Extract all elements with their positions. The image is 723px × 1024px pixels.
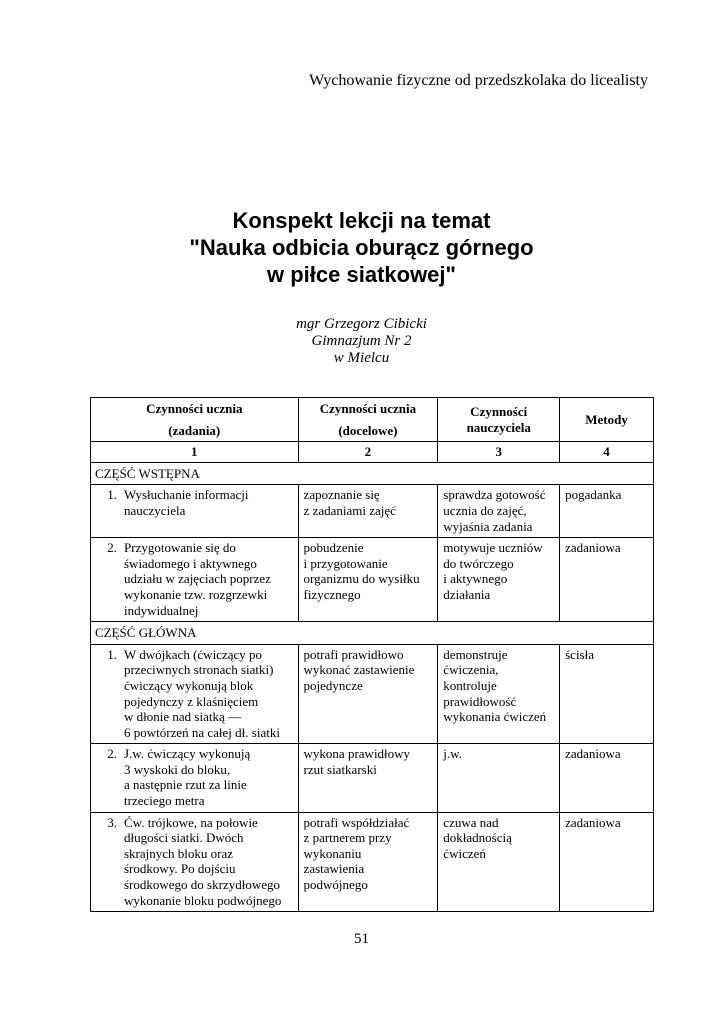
student-task: W dwójkach (ćwiczący po przeciwnych stronach siatki) ćwiczący wykonują blok pojedynczy z klaśnięciem w dłonie nad siatką — 6 powtórzeń na całej dł. siatki — [124, 646, 280, 740]
header-methods — [560, 398, 654, 442]
column-number: 1 — [91, 442, 299, 463]
table-row — [91, 744, 654, 812]
column-number: 3 — [438, 442, 560, 463]
student-goal: potrafi współdziałać z partnerem przy wykonaniu zastawienia podwójnego — [298, 812, 438, 912]
author-block — [0, 316, 723, 367]
method: pogadanka — [560, 485, 654, 538]
header-line: Metody — [585, 411, 628, 427]
teacher-action: sprawdza gotowość ucznia do zajęć, wyjaśnia zadania — [438, 485, 560, 538]
item-number: 2. — [107, 746, 117, 762]
table-row — [91, 538, 654, 622]
student-task: J.w. ćwiczący wykonują 3 wyskoki do bloku, a następnie rzut za linie trzeciego metra — [124, 746, 251, 809]
teacher-action: demonstruje ćwiczenia, kontroluje prawidłowość wykonania ćwiczeń — [438, 644, 560, 744]
page-title — [0, 207, 723, 288]
title-line-1: Konspekt lekcji na temat — [232, 208, 491, 233]
table-row — [91, 812, 654, 912]
header-line: nauczyciela — [466, 419, 531, 435]
header-student-tasks — [91, 398, 299, 442]
running-header: Wychowanie fizyczne od przedszkolaka do licealisty — [309, 72, 648, 89]
header-line: Czynności ucznia — [146, 401, 243, 416]
student-goal: wykona prawidłowy rzut siatkarski — [298, 744, 438, 812]
section-row-main — [91, 622, 654, 645]
teacher-action: czuwa nad dokładnością ćwiczeń — [438, 812, 560, 912]
author-school: Gimnazjum Nr 2 — [311, 333, 412, 349]
header-line: (zadania) — [168, 422, 221, 438]
table-row — [91, 644, 654, 744]
student-task: Ćw. trójkowe, na połowie długości siatki. Dwóch skrajnych bloku oraz środkowy. Po dojściu środkowego do skrzydłowego wykonanie bloku podwójnego — [124, 814, 282, 908]
column-number: 2 — [298, 442, 438, 463]
header-line: Czynności — [470, 404, 528, 419]
section-label: CZĘŚĆ WSTĘPNA — [91, 462, 654, 485]
student-goal: zapoznanie się z zadaniami zajęć — [298, 485, 438, 538]
method: zadaniowa — [560, 538, 654, 622]
author-name: mgr Grzegorz Cibicki — [296, 316, 427, 332]
teacher-action: motywuje uczniów do twórczego i aktywnego działania — [438, 538, 560, 622]
title-line-2: "Nauka odbicia oburącz górnego — [189, 235, 534, 260]
header-line: Czynności ucznia — [319, 401, 417, 416]
method: ścisła — [560, 644, 654, 744]
item-number: 2. — [107, 540, 117, 556]
teacher-action: j.w. — [438, 744, 560, 812]
column-number-row — [91, 442, 654, 463]
student-task: Wysłuchanie informacji nauczyciela — [124, 487, 249, 518]
method: zadaniowa — [560, 812, 654, 912]
student-task: Przygotowanie się do świadomego i aktywnego udziału w zajęciach poprzez wykonanie tzw. rozgrzewki indywidualnej — [124, 540, 271, 618]
section-label: CZĘŚĆ GŁÓWNA — [91, 622, 654, 645]
student-goal: pobudzenie i przygotowanie organizmu do wysiłku fizycznego — [298, 538, 438, 622]
page-number: 51 — [354, 931, 369, 947]
student-goal: potrafi prawidłowo wykonać zastawienie pojedyncze — [298, 644, 438, 744]
item-number: 1. — [107, 646, 117, 662]
lesson-plan-table — [90, 397, 654, 912]
header-line: (docelowe) — [338, 422, 398, 438]
table-row — [91, 485, 654, 538]
title-line-3: w piłce siatkowej" — [267, 262, 456, 287]
item-number: 1. — [107, 487, 117, 503]
item-number: 3. — [107, 814, 117, 830]
header-teacher-actions — [438, 398, 560, 442]
header-row — [91, 398, 654, 442]
header-student-goals — [298, 398, 438, 442]
column-number: 4 — [560, 442, 654, 463]
method: zadaniowa — [560, 744, 654, 812]
section-row-intro — [91, 462, 654, 485]
author-city: w Mielcu — [333, 350, 390, 366]
